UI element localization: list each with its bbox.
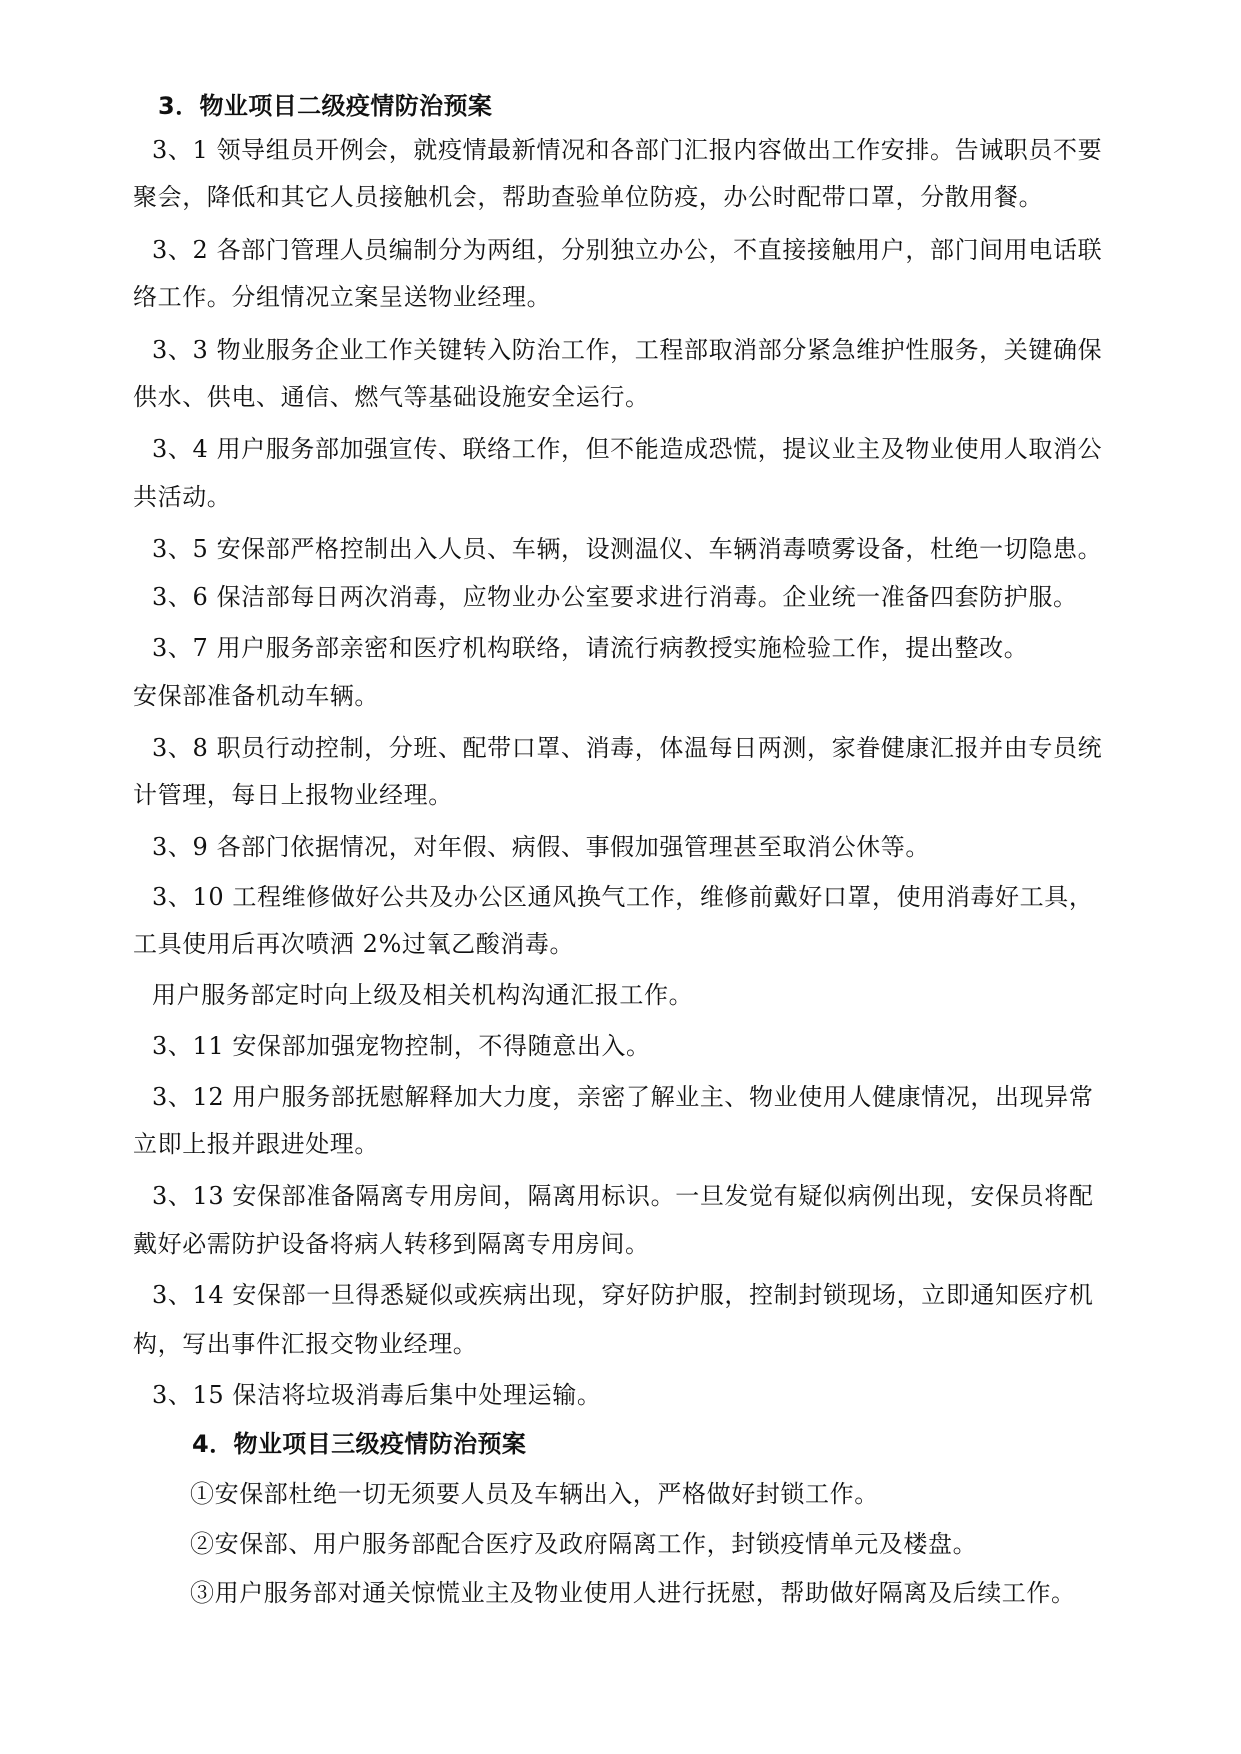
paragraph-line: 3、12 用户服务部抚慰解释加大力度，亲密了解业主、物业使用人健康情况，出现异常 (152, 1083, 1094, 1111)
paragraph-line: 3、11 安保部加强宠物控制，不得随意出入。 (152, 1032, 651, 1060)
paragraph-line: 计管理，每日上报物业经理。 (133, 781, 453, 809)
paragraph-line: 3、8 职员行动控制，分班、配带口罩、消毒，体温每日两测，家眷健康汇报并由专员统 (152, 734, 1103, 762)
paragraph-line: 戴好必需防护设备将病人转移到隔离专用房间。 (133, 1230, 650, 1258)
paragraph-line: 3、6 保洁部每日两次消毒，应物业办公室要求进行消毒。企业统一准备四套防护服。 (152, 583, 1078, 611)
paragraph-line: 3、9 各部门依据情况，对年假、病假、事假加强管理甚至取消公休等。 (152, 833, 930, 861)
paragraph-line: 3、1 领导组员开例会，就疫情最新情况和各部门汇报内容做出工作安排。告诫职员不要 (152, 136, 1103, 164)
paragraph-line: 安保部准备机动车辆。 (133, 682, 379, 710)
list-item: ③用户服务部对通关惊慌业主及物业使用人进行抚慰，帮助做好隔离及后续工作。 (190, 1579, 1076, 1607)
paragraph-line: 3、14 安保部一旦得悉疑似或疾病出现，穿好防护服，控制封锁现场，立即通知医疗机 (152, 1281, 1094, 1309)
paragraph-line: 3、5 安保部严格控制出入人员、车辆，设测温仪、车辆消毒喷雾设备，杜绝一切隐患。 (152, 535, 1103, 563)
paragraph-line: 供水、供电、通信、燃气等基础设施安全运行。 (133, 383, 650, 411)
list-item: ①安保部杜绝一切无须要人员及车辆出入，严格做好封锁工作。 (190, 1480, 879, 1508)
paragraph-line: 立即上报并跟进处理。 (133, 1130, 379, 1158)
paragraph-line: 共活动。 (133, 483, 232, 511)
paragraph-line: 3、7 用户服务部亲密和医疗机构联络，请流行病教授实施检验工作，提出整改。 (152, 634, 1029, 662)
paragraph-line: 工具使用后再次喷洒 2%过氧乙酸消毒。 (133, 930, 575, 958)
paragraph-line: 络工作。分组情况立案呈送物业经理。 (133, 283, 552, 311)
paragraph-line: 3、4 用户服务部加强宣传、联络工作，但不能造成恐慌，提议业主及物业使用人取消公 (152, 435, 1103, 463)
paragraph-line: 3、15 保洁将垃圾消毒后集中处理运输。 (152, 1381, 602, 1409)
paragraph-line: 聚会，降低和其它人员接触机会，帮助查验单位防疫，办公时配带口罩，分散用餐。 (133, 183, 1044, 211)
paragraph-line: 3、3 物业服务企业工作关键转入防治工作，工程部取消部分紧急维护性服务，关键确保 (152, 336, 1103, 364)
list-item: ②安保部、用户服务部配合医疗及政府隔离工作，封锁疫情单元及楼盘。 (190, 1530, 978, 1558)
paragraph-line: 3、13 安保部准备隔离专用房间，隔离用标识。一旦发觉有疑似病例出现，安保员将配 (152, 1182, 1094, 1210)
paragraph-line: 3、10 工程维修做好公共及办公区通风换气工作，维修前戴好口罩，使用消毒好工具， (152, 883, 1094, 911)
section-4-heading: 4．物业项目三级疫情防治预案 (192, 1430, 527, 1458)
paragraph-line: 3、2 各部门管理人员编制分为两组，分别独立办公，不直接接触用户，部门间用电话联 (152, 236, 1103, 264)
paragraph-line: 构，写出事件汇报交物业经理。 (133, 1330, 478, 1358)
paragraph-line: 用户服务部定时向上级及相关机构沟通汇报工作。 (152, 981, 694, 1009)
section-3-heading: 3．物业项目二级疫情防治预案 (158, 92, 493, 120)
